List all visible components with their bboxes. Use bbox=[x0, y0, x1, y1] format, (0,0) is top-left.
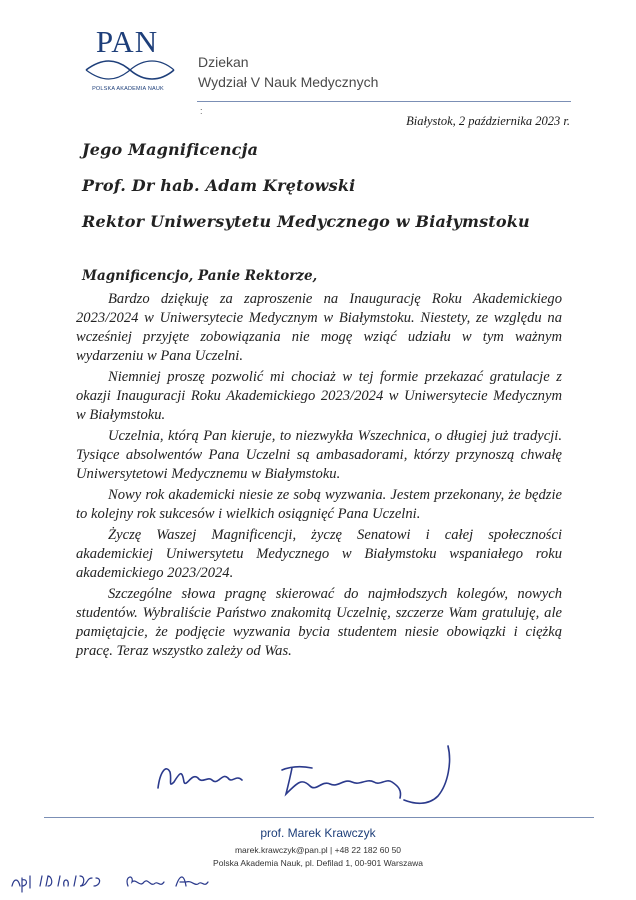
paragraph-3: Uczelnia, którą Pan kieruje, to niezwykła Wszechnica, o długiej już tradycji. Tysiące absolwentów Pana Uczelni są ambasadorami, którzy przynoszą chwałę Uniwersytetowi Medycznemu w Białymstoku. bbox=[76, 428, 562, 482]
paragraph-6: Szczególne słowa pragnę skierować do najmłodszych kolegów, nowych studentów. Wybraliście Państwo znakomitą Uczelnię, szczerze Wam gratuluję, ale pamiętajcie, że podjęcie wyzwania bycia studentem niesie obowiązki i ciężką pracę. Teraz wszystko zależy od Was. bbox=[76, 586, 562, 659]
paragraph-1: Bardzo dziękuję za zaproszenie na Inaugurację Roku Akademickiego 2023/2024 w Uniwersytecie Medycznym w Białymstoku. Niestety, ze względu na wcześniej przyjęte zobowiązania nie mogę wziąć udziału w tym ważnym wydarzeniu w Pana Uczelni. bbox=[76, 291, 562, 364]
paragraph-2: Niemniej proszę pozwolić mi chociaż w tej formie przekazać gratulacje z okazji Inauguracji Roku Akademickiego 2023/2024 w Uniwersytecie Medycznym w Białymstoku. bbox=[76, 369, 562, 423]
footer-address: Polska Akademia Nauk, pl. Defilad 1, 00-901 Warszawa bbox=[213, 858, 423, 868]
recipient-name: Prof. Dr hab. Adam Krętowski bbox=[82, 176, 356, 195]
sender-role: Dziekan bbox=[198, 54, 249, 70]
header-divider bbox=[197, 101, 571, 102]
footer-name: prof. Marek Krawczyk bbox=[260, 826, 376, 840]
letter-date: Białystok, 2 października 2023 r. bbox=[406, 114, 570, 128]
handwritten-signature bbox=[152, 742, 462, 810]
pan-logo-swoosh-icon bbox=[82, 56, 178, 86]
handwritten-receipt-note bbox=[8, 868, 238, 896]
recipient-position: Rektor Uniwersytetu Medycznego w Białymstoku bbox=[82, 212, 530, 231]
footer-divider bbox=[44, 817, 594, 818]
paragraph-4: Nowy rok akademicki niesie ze sobą wyzwania. Jestem przekonany, że będzie to kolejny rok sukcesów i wielkich osiągnięć Pana Uczelni. bbox=[76, 487, 562, 522]
pan-logo-text: PAN bbox=[95, 24, 159, 59]
letter-body bbox=[76, 290, 562, 663]
salutation: Magnificencjo, Panie Rektorze, bbox=[82, 268, 318, 284]
header-mark: : bbox=[200, 106, 203, 116]
paragraph-5: Życzę Waszej Magnificencji, życzę Senatowi i całej społeczności akademickiej Uniwersytetu Medycznego w Białymstoku wspaniałego roku akademickiego 2023/2024. bbox=[76, 527, 562, 581]
recipient-title: Jego Magnificencja bbox=[82, 140, 259, 159]
footer-contact: marek.krawczyk@pan.pl | +48 22 182 60 50 bbox=[234, 845, 402, 855]
sender-department: Wydział V Nauk Medycznych bbox=[198, 74, 379, 90]
pan-logo-subtitle: POLSKA AKADEMIA NAUK bbox=[92, 86, 164, 92]
